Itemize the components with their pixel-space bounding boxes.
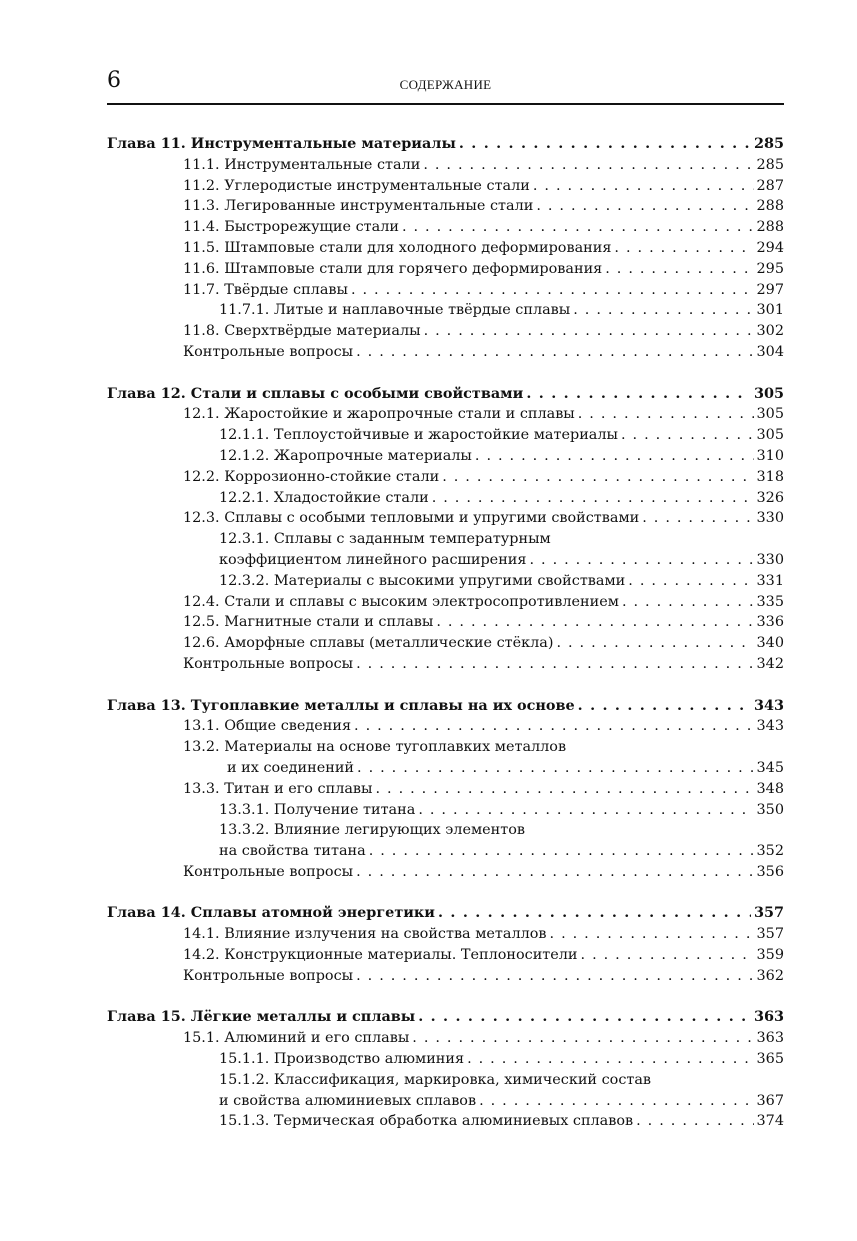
section-12-1-2[interactable]: 12.1.2. Жаропрочные материалы . . . 310 <box>107 446 784 467</box>
header-rule <box>107 103 784 105</box>
section-13-3-2-line2[interactable]: на свойства титана . . . 352 <box>107 841 784 862</box>
section-13-3-2-line1[interactable]: 13.3.2. Влияние легирующих элементов <box>219 822 525 839</box>
page-header <box>107 68 784 106</box>
section-15-1-2-line2[interactable]: и свойства алюминиевых сплавов . . . 367 <box>107 1091 784 1112</box>
section-12-6[interactable]: 12.6. Аморфные сплавы (металлические стёкла) . . . 340 <box>107 633 784 654</box>
section-15-1-3[interactable]: 15.1.3. Термическая обработка алюминиевых сплавов . . . 374 <box>107 1111 784 1132</box>
table-of-contents <box>107 134 784 1132</box>
section-12-3-1-line2[interactable]: коэффициентом линейного расширения . . . 330 <box>107 550 784 571</box>
chapter-12[interactable]: Глава 12. Стали и сплавы с особыми свойствами . . . 305 <box>107 384 784 405</box>
chapter-15[interactable]: Глава 15. Лёгкие металлы и сплавы . . . 363 <box>107 1007 784 1028</box>
running-head: СОДЕРЖАНИЕ <box>399 77 492 92</box>
section-12-5[interactable]: 12.5. Магнитные стали и сплавы . . . 336 <box>107 612 784 633</box>
section-12-4[interactable]: 12.4. Стали и сплавы с высоким электросопротивлением . . . 335 <box>107 592 784 613</box>
section-11-6[interactable]: 11.6. Штамповые стали для горячего деформирования . . . 295 <box>107 259 784 280</box>
section-11-4[interactable]: 11.4. Быстрорежущие стали . . . 288 <box>107 217 784 238</box>
section-12-3-2[interactable]: 12.3.2. Материалы с высокими упругими свойствами . . . 331 <box>107 571 784 592</box>
questions-14[interactable]: Контрольные вопросы . . . 362 <box>107 966 784 987</box>
section-12-2-1[interactable]: 12.2.1. Хладостойкие стали . . . 326 <box>107 488 784 509</box>
questions-12[interactable]: Контрольные вопросы . . . 342 <box>107 654 784 675</box>
section-13-3-1[interactable]: 13.3.1. Получение титана . . . 350 <box>107 800 784 821</box>
section-11-7[interactable]: 11.7. Твёрдые сплавы . . . 297 <box>107 280 784 301</box>
questions-13[interactable]: Контрольные вопросы . . . 356 <box>107 862 784 883</box>
section-15-1-1[interactable]: 15.1.1. Производство алюминия . . . 365 <box>107 1049 784 1070</box>
section-11-5[interactable]: 11.5. Штамповые стали для холодного деформирования . . . 294 <box>107 238 784 259</box>
section-11-7-1[interactable]: 11.7.1. Литые и наплавочные твёрдые сплавы . . . 301 <box>107 300 784 321</box>
section-11-1[interactable]: 11.1. Инструментальные стали . . . 285 <box>107 155 784 176</box>
section-12-2[interactable]: 12.2. Коррозионно-стойкие стали . . . 318 <box>107 467 784 488</box>
section-15-1[interactable]: 15.1. Алюминий и его сплавы . . . 363 <box>107 1028 784 1049</box>
section-11-3[interactable]: 11.3. Легированные инструментальные стали . . . 288 <box>107 196 784 217</box>
section-15-1-2-line1[interactable]: 15.1.2. Классификация, маркировка, химический состав <box>219 1071 652 1088</box>
chapter-11[interactable]: Глава 11. Инструментальные материалы . . . 285 <box>107 134 784 155</box>
questions-11[interactable]: Контрольные вопросы . . . 304 <box>107 342 784 363</box>
chapter-13[interactable]: Глава 13. Тугоплавкие металлы и сплавы на их основе . . . 343 <box>107 696 784 717</box>
page-number: 6 <box>107 68 121 93</box>
section-14-1[interactable]: 14.1. Влияние излучения на свойства металлов . . . 357 <box>107 924 784 945</box>
chapter-14[interactable]: Глава 14. Сплавы атомной энергетики . . . 357 <box>107 903 784 924</box>
section-12-1-1[interactable]: 12.1.1. Теплоустойчивые и жаростойкие материалы . . . 305 <box>107 425 784 446</box>
section-12-1[interactable]: 12.1. Жаростойкие и жаропрочные стали и сплавы . . . 305 <box>107 404 784 425</box>
section-13-2-line1[interactable]: 13.2. Материалы на основе тугоплавких металлов <box>183 739 567 756</box>
section-11-2[interactable]: 11.2. Углеродистые инструментальные стали . . . 287 <box>107 176 784 197</box>
section-11-8[interactable]: 11.8. Сверхтвёрдые материалы . . . 302 <box>107 321 784 342</box>
section-14-2[interactable]: 14.2. Конструкционные материалы. Теплоносители . . . 359 <box>107 945 784 966</box>
section-13-3[interactable]: 13.3. Титан и его сплавы . . . 348 <box>107 779 784 800</box>
section-13-2-line2[interactable]: и их соединений . . . 345 <box>107 758 784 779</box>
section-13-1[interactable]: 13.1. Общие сведения . . . 343 <box>107 716 784 737</box>
section-12-3[interactable]: 12.3. Сплавы с особыми тепловыми и упругими свойствами . . . 330 <box>107 508 784 529</box>
section-12-3-1-line1[interactable]: 12.3.1. Сплавы с заданным температурным <box>219 531 551 548</box>
